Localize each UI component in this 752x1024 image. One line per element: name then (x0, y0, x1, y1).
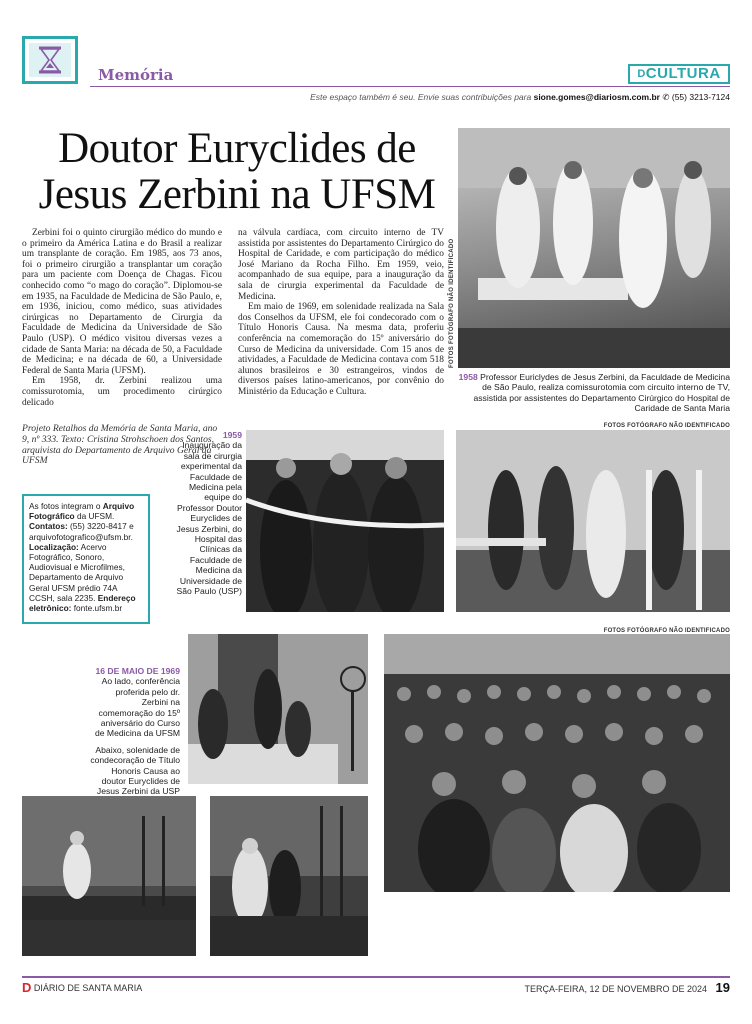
ribbon-photo-art (246, 430, 444, 612)
contrib-email[interactable]: sione.gomes@diariosm.com.br (533, 92, 660, 102)
page-number: 19 (715, 980, 730, 995)
surgery-photo-art (458, 128, 730, 368)
col1-paragraph-1: Zerbini foi o quinto cirurgião médico do mundo e o primeiro da América Latina e do Brasil a realizar um transplante de coração. Em 1985, aos 73 anos, foi o primeiro cirurgião a transplantar um coração para um paciente com Doença de Chagas. Ficou conhecido como “o mago do coração”. Diplomou-se em 1935, na Faculdade de Medicina de São Paulo, e, em 1936, iniciou, como médico, suas atividades cirúrgicas no Departamento de Cirurgia da Faculdade de Medicina da Universidade de São Paulo (USP). O médico visitou diversas vezes a cidade de Santa Maria: na década de 50, a Faculdade de Medicina; e na década de 60, a Universidade Federal de Santa Maria (UFSM). (22, 228, 222, 376)
hourglass-logo (22, 36, 78, 84)
caption-1958-text: Professor Euriclydes de Jesus Zerbini, da Faculdade de Medicina de São Paulo, realiza comissurotomia com circuito interno de TV, assistida por assistentes do Departamento Cirúrgico do Hospital de Caridade de Santa Maria (473, 372, 730, 414)
photo-credit-mid: FOTOS FOTÓGRAFO NÃO IDENTIFICADO (603, 423, 730, 429)
caption-1959 (170, 430, 242, 597)
photo-credit-low: FOTOS FOTÓGRAFO NÃO IDENTIFICADO (603, 628, 730, 634)
section-title: Memória (98, 66, 174, 84)
issue-date: TERÇA-FEIRA, 12 DE NOVEMBRO DE 2024 (524, 984, 708, 994)
footer-paper (22, 980, 142, 995)
lab-photo-art (456, 430, 730, 612)
info-text: da UFSM. (76, 511, 115, 522)
caption-1969-date: 16 DE MAIO DE 1969 (95, 666, 180, 676)
photo-honoris-2 (210, 796, 368, 956)
d-mark: D (637, 68, 646, 80)
auditorium-photo-art (384, 634, 730, 892)
photo-surgery-1958 (458, 128, 730, 368)
footer-date-page (470, 980, 730, 995)
honoris-1-photo-art (22, 796, 196, 956)
col1-paragraph-2: Em 1958, dr. Zerbini realizou uma comissurotomia, um procedimento cirúrgico delicado (22, 376, 222, 408)
col2-paragraph-2: Em maio de 1969, em solenidade realizada na Sala dos Conselhos da UFSM, ele foi condecorado com o Título Honoris Causa. Na mesma data, proferiu conferência na comemoração do 15º aniversário do Curso de Medicina da universidade. Com 15 anos de atividades, a Faculdade de Medicina contava com 518 alunos brasileiros e 30 estrangeiros, vindos de diversos países latino-americanos, por convênio do Ministério da Educação e Cultura. (238, 302, 444, 397)
photo-lecture-1969 (188, 634, 368, 784)
headline: Doutor Euryclides de Jesus Zerbini na UFSM (38, 125, 436, 218)
info-web[interactable]: fonte.ufsm.br (73, 603, 123, 614)
caption-1958 (458, 372, 730, 414)
cultura-tag (628, 64, 730, 84)
info-archive: Arquivo Fotográfico (29, 501, 135, 522)
hourglass-icon (25, 39, 75, 81)
footer-rule (22, 976, 730, 978)
lecture-photo-art (188, 634, 368, 784)
article-credit: Projeto Retalhos da Memória de Santa Maria, ano 9, nº 333. Texto: Cristina Strohschoen dos Santos, arquivista do Departamento de Arquivo Geral da UFSM (22, 423, 218, 467)
article-col-2 (238, 228, 444, 398)
cultura-label: CULTURA (645, 65, 721, 82)
info-contacts: (55) 3220-8417 e arquivofotografico@ufsm.br. (29, 521, 134, 542)
paper-logo-icon: D (22, 980, 32, 995)
photo-credit-vertical: FOTOS FOTÓGRAFO NÃO IDENTIFICADO (449, 238, 455, 368)
info-text: As fotos integram o (29, 501, 101, 511)
caption-1958-year: 1958 (458, 372, 478, 382)
phone-icon: ✆ (662, 92, 670, 102)
photo-lab-1959 (456, 430, 730, 612)
contribution-note (300, 92, 730, 103)
contrib-phone: (55) 3213-7124 (671, 92, 730, 102)
honoris-2-photo-art (210, 796, 368, 956)
paper-name: DIÁRIO DE SANTA MARIA (33, 983, 143, 993)
photo-auditorium-1969 (384, 634, 730, 892)
col2-paragraph-1: na válvula cardíaca, com circuito interno de TV assistida por assistentes do Departamento Cirúrgico do Hospital de Caridade, e com participação do médico José Mariano da Rocha Filho. Em 1959, veio, acompanhado de sua equipe, para a inauguração da sala de cirurgia experimental da Faculdade de Medicina. (238, 228, 444, 302)
info-location: Acervo Fotográfico, Sonoro, Audiovisual e Microfilmes, Departamento de Arquivo Geral UFSM prédio 74A CCSH, sala 2235. (29, 541, 125, 603)
photo-honoris-1 (22, 796, 196, 956)
caption-1959-text: Inauguração da sala de cirurgia experimental da Faculdade de Medicina pela equipe do Professor Doutor Euryclides de Jesus Zerbini, do Hospital das Clínicas da Faculdade de Medicina da Universidade de São Paulo (USP) (176, 440, 242, 597)
photo-ribbon-1959 (246, 430, 444, 612)
caption-1969-lecture: Ao lado, conferência proferida pelo dr. Zerbini na comemoração do 15º aniversário do Curso de Medicina da UFSM (94, 676, 180, 739)
info-location-label: Localização: (29, 541, 79, 552)
info-box (22, 494, 150, 624)
article-col-1 (22, 228, 222, 408)
caption-1959-year: 1959 (222, 430, 242, 440)
caption-1969-honoris: Abaixo, solenidade de condecoração de Título Honoris Causa ao doutor Euryclides de Jesus Zerbini da USP (90, 744, 180, 797)
info-web-label: Endereço eletrônico: (29, 592, 136, 614)
contrib-text: Este espaço também é seu. Envie suas contribuições para (310, 92, 532, 102)
info-contacts-label: Contatos: (29, 521, 68, 532)
header-rule (90, 86, 730, 87)
caption-1969 (90, 666, 180, 797)
